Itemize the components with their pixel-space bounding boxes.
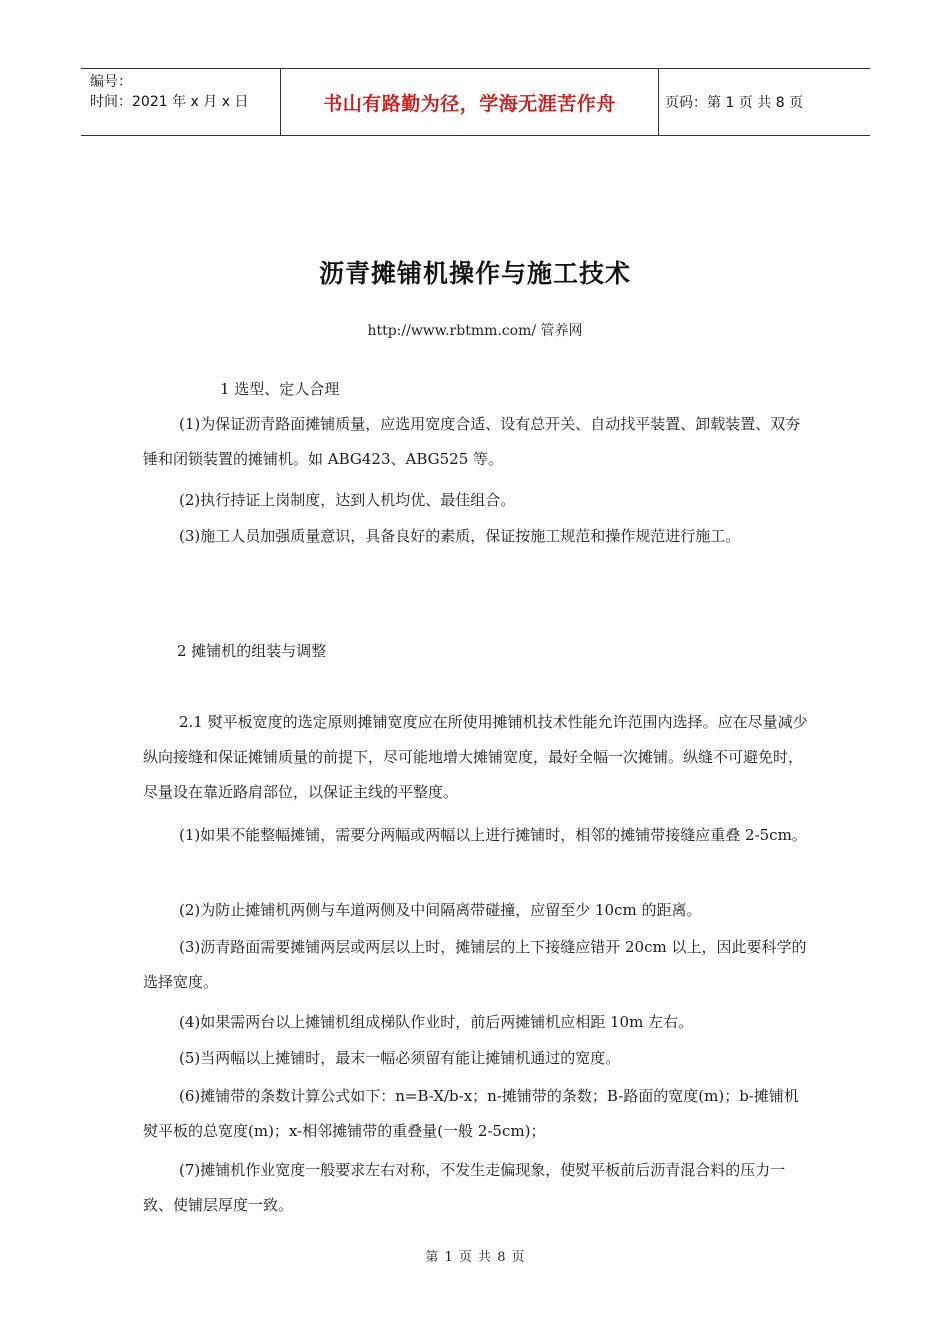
motto-text: 书山有路勤为径，学海无涯苦作舟 <box>323 92 616 115</box>
section-2-item-4: (4)如果需两台以上摊铺机组成梯队作业时，前后两摊铺机应相距 10m 左右。 <box>179 1013 694 1031</box>
section-2-item-1: (1)如果不能整幅摊铺，需要分两幅或两幅以上进行摊铺时，相邻的摊铺带接缝应重叠 2-5cm。 <box>179 826 807 844</box>
document-title: 沥青摊铺机操作与施工技术 <box>318 259 631 288</box>
header-page-info <box>659 69 870 135</box>
section-2-item-7: (7)摊铺机作业宽度一般要求左右对称，不发生走偏现象，使熨平板前后沥青混合料的压力一致、使铺层厚度一致。 <box>143 1161 786 1214</box>
section-1-item-1: (1)为保证沥青路面摊铺质量，应选用宽度合适、设有总开关、自动找平装置、卸载装置、双夯锤和闭锁装置的摊铺机。如 ABG423、ABG525 等。 <box>143 415 801 468</box>
page-header <box>81 68 870 136</box>
section-2-item-5: (5)当两幅以上摊铺时，最末一幅必须留有能让摊铺机通过的宽度。 <box>179 1049 621 1067</box>
section-1-item-3: (3)施工人员加强质量意识，具备良好的素质，保证按施工规范和操作规范进行施工。 <box>179 527 741 545</box>
document-source: http://www.rbtmm.com/ 管养网 <box>367 323 583 339</box>
header-motto-cell <box>281 69 659 135</box>
date-label: 时间：2021 年 x 月 x 日 <box>90 94 249 110</box>
number-label: 编号： <box>90 74 132 90</box>
section-2-item-3: (3)沥青路面需要摊铺两层或两层以上时，摊铺层的上下接缝应错开 20cm 以上，因此要科学的选择宽度。 <box>143 938 807 991</box>
section-2-heading: 2 摊铺机的组装与调整 <box>177 642 327 660</box>
section-2-intro: 2.1 熨平板宽度的选定原则摊铺宽度应在所使用摊铺机技术性能允许范围内选择。应在尽量减少纵向接缝和保证摊铺质量的前提下，尽可能地增大摊铺宽度，最好全幅一次摊铺。纵缝不可避免时，尽量设在靠近路肩部位，以保证主线的平整度。 <box>143 713 808 801</box>
header-meta <box>81 69 281 135</box>
section-1-heading: 1 选型、定人合理 <box>220 380 340 398</box>
page-footer: 第 1 页 共 8 页 <box>425 1250 525 1265</box>
section-1-item-2: (2)执行持证上岗制度，达到人机均优、最佳组合。 <box>179 491 516 509</box>
section-2-item-6: (6)摊铺带的条数计算公式如下：n=B-X/b-x；n-摊铺带的条数；B-路面的宽度(m)；b-摊铺机熨平板的总宽度(m)；x-相邻摊铺带的重叠量(一般 2-5cm)； <box>143 1087 799 1140</box>
section-2-item-2: (2)为防止摊铺机两侧与车道两侧及中间隔离带碰撞，应留至少 10cm 的距离。 <box>179 901 702 919</box>
page-info-text: 页码：第 1 页 共 8 页 <box>665 95 804 111</box>
